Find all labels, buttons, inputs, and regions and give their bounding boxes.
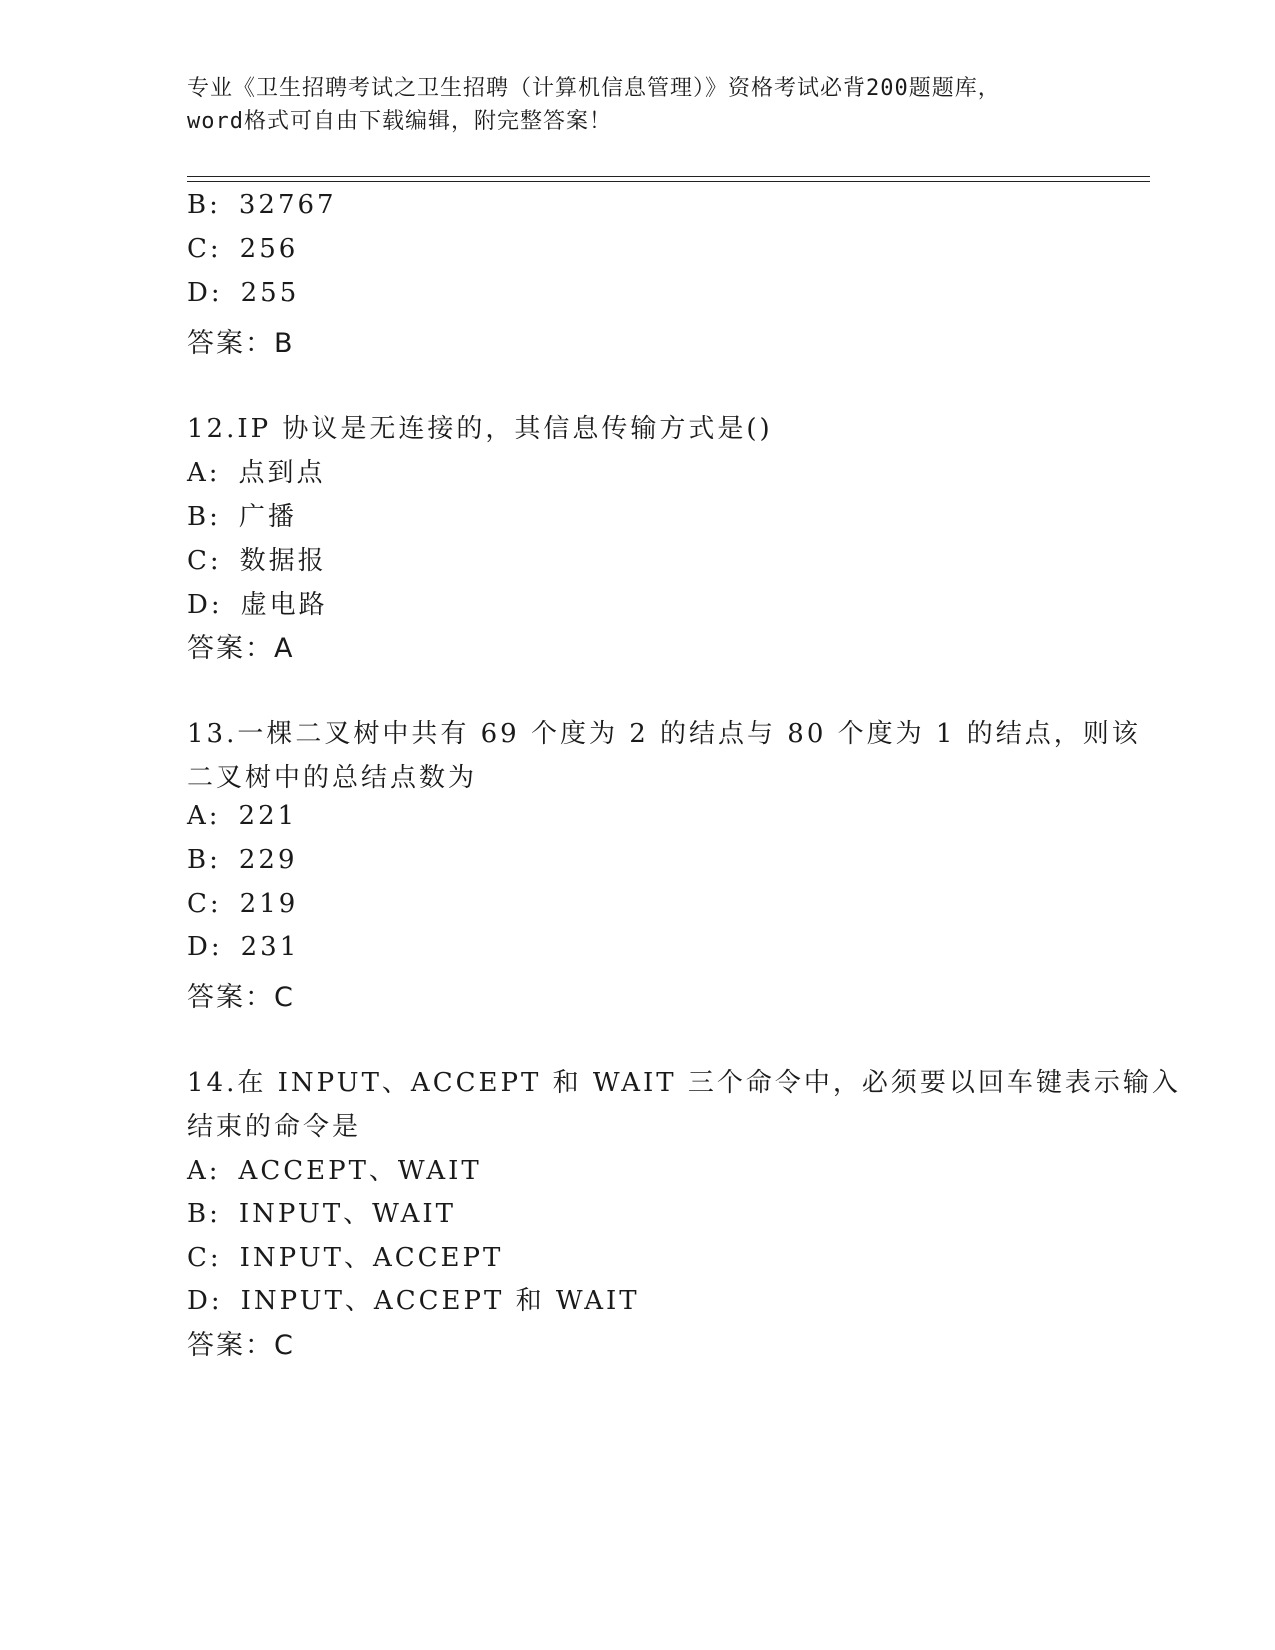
option-text: INPUT、WAIT bbox=[238, 1199, 457, 1229]
question-14-option-c bbox=[187, 1237, 503, 1274]
question-13-option-a bbox=[187, 801, 297, 831]
header-divider-top bbox=[187, 176, 1150, 177]
prev-option-c bbox=[187, 234, 298, 264]
question-12-option-a bbox=[187, 452, 326, 489]
option-text: 256 bbox=[239, 234, 299, 264]
question-14-option-b bbox=[187, 1193, 456, 1230]
header-divider-bottom bbox=[187, 181, 1150, 182]
question-13-option-b bbox=[187, 845, 298, 875]
prev-option-b bbox=[187, 190, 337, 220]
option-text: INPUT、ACCEPT bbox=[239, 1243, 504, 1273]
option-label: C: bbox=[187, 889, 222, 919]
option-label: B: bbox=[187, 190, 221, 220]
option-text: 数据报 bbox=[239, 546, 327, 576]
option-text: 32767 bbox=[238, 190, 337, 220]
option-label: A: bbox=[187, 801, 221, 831]
question-13-option-c bbox=[187, 889, 298, 919]
option-label: B: bbox=[187, 502, 221, 532]
option-text: 229 bbox=[238, 845, 298, 875]
option-label: B: bbox=[187, 1199, 221, 1229]
document-header bbox=[187, 72, 1087, 138]
option-label: D: bbox=[187, 590, 223, 620]
option-text: INPUT、ACCEPT 和 WAIT bbox=[240, 1286, 640, 1316]
prev-answer: 答案：B bbox=[187, 328, 295, 359]
header-line-1: 专业《卫生招聘考试之卫生招聘（计算机信息管理）》资格考试必背200题题库， bbox=[187, 76, 1001, 101]
question-13-stem-line-2: 二叉树中的总结点数为 bbox=[187, 763, 478, 793]
question-13-option-d bbox=[187, 932, 299, 962]
option-text: 231 bbox=[240, 932, 300, 962]
question-14-option-a bbox=[187, 1150, 482, 1187]
option-label: C: bbox=[187, 1243, 222, 1273]
prev-option-d bbox=[187, 278, 299, 308]
question-13-stem-line-1: 13.一棵二叉树中共有 69 个度为 2 的结点与 80 个度为 1 的结点，则该 bbox=[187, 719, 1141, 749]
question-14-stem-line-1: 14.在 INPUT、ACCEPT 和 WAIT 三个命令中，必须要以回车键表示输入 bbox=[187, 1068, 1181, 1098]
option-label: C: bbox=[187, 234, 222, 264]
option-text: 点到点 bbox=[238, 458, 326, 488]
question-13-answer: 答案：C bbox=[187, 982, 295, 1013]
question-14-answer: 答案：C bbox=[187, 1330, 295, 1361]
option-label: D: bbox=[187, 278, 223, 308]
option-text: 221 bbox=[238, 801, 298, 831]
option-label: D: bbox=[187, 1286, 223, 1316]
option-text: ACCEPT、WAIT bbox=[238, 1156, 482, 1186]
option-label: B: bbox=[187, 845, 221, 875]
question-14-option-d bbox=[187, 1280, 640, 1317]
option-label: D: bbox=[187, 932, 223, 962]
header-line-2: word格式可自由下载编辑，附完整答案！ bbox=[187, 109, 612, 134]
question-12-stem: 12.IP 协议是无连接的，其信息传输方式是() bbox=[187, 414, 773, 444]
option-text: 广播 bbox=[238, 502, 297, 532]
question-14-stem-line-2: 结束的命令是 bbox=[187, 1112, 362, 1142]
option-label: A: bbox=[187, 458, 221, 488]
question-12-option-b bbox=[187, 496, 297, 533]
option-label: C: bbox=[187, 546, 222, 576]
option-text: 255 bbox=[240, 278, 300, 308]
option-text: 219 bbox=[239, 889, 299, 919]
option-text: 虚电路 bbox=[240, 590, 328, 620]
question-12-answer: 答案：A bbox=[187, 633, 295, 664]
question-12-option-c bbox=[187, 540, 327, 577]
option-label: A: bbox=[187, 1156, 221, 1186]
question-12-option-d bbox=[187, 584, 328, 621]
